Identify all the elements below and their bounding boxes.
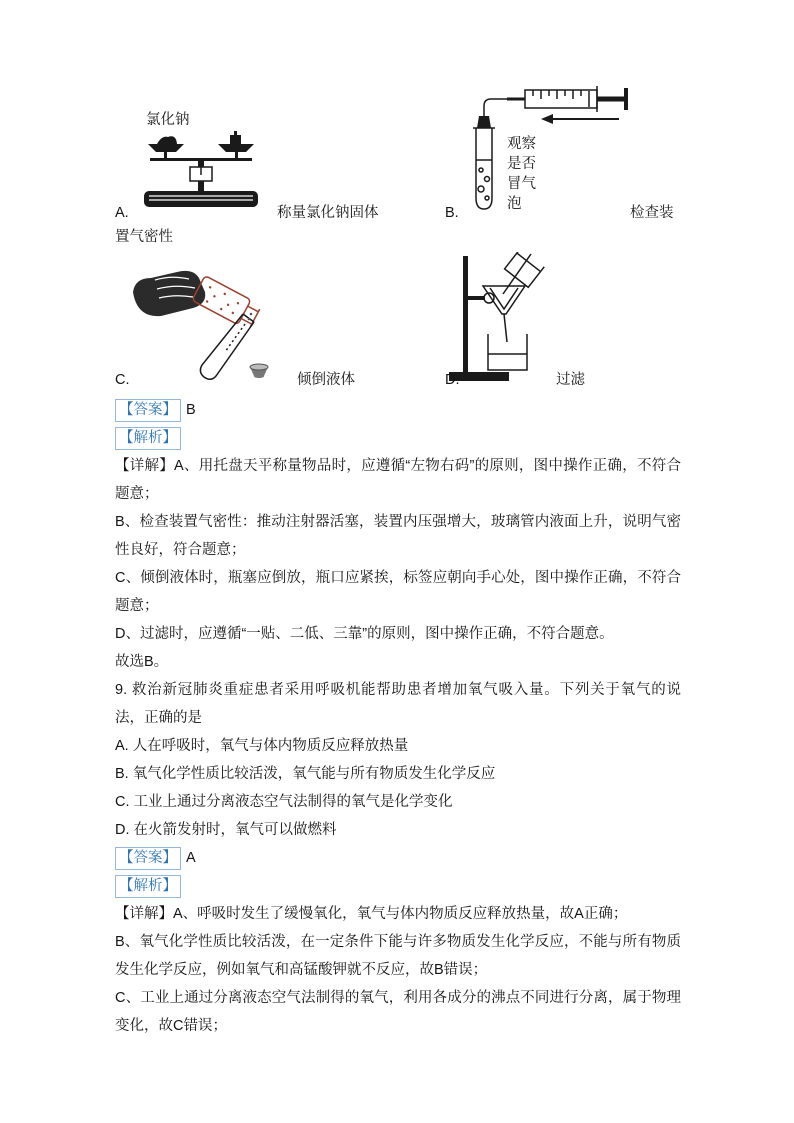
option-b-letter: B. bbox=[445, 205, 459, 221]
q9-answer-value: A bbox=[186, 850, 196, 866]
q8-answer-tag: 【答案】 bbox=[115, 399, 181, 422]
q8-conclusion: 故选B。 bbox=[115, 654, 169, 670]
q9-stem: 9. 救治新冠肺炎重症患者采用呼吸机能帮助患者增加氧气吸入量。下列关于氧气的说法，正确的是 bbox=[115, 682, 681, 726]
q9-detail-paragraph-c: C、工业上通过分离液态空气法制得的氧气，利用各成分的沸点不同进行分离，属于物理变化，故C错误； bbox=[115, 990, 681, 1034]
q9-option-d: D. 在火箭发射时，氧气可以做燃料 bbox=[115, 822, 337, 838]
q8-detail-paragraph-b: B、检查装置气密性：推动注射器活塞，装置内压强增大，玻璃管内液面上升，说明气密性良好，符合题意； bbox=[115, 514, 681, 558]
q9-detail-paragraph-b: B、氧气化学性质比较活泼，在一定条件下能与许多物质发生化学反应，不能与所有物质发生化学反应，例如氧气和高锰酸钾就不反应，故B错误； bbox=[115, 934, 681, 978]
q8-answer-value: B bbox=[186, 402, 196, 418]
q9-option-b: B. 氧气化学性质比较活泼，氧气能与所有物质发生化学反应 bbox=[115, 766, 496, 782]
q9-answer-line bbox=[115, 844, 681, 872]
stopper-icon bbox=[247, 362, 271, 379]
answer-explanation-body bbox=[115, 396, 681, 1040]
syringe-test-tube-icon bbox=[453, 86, 635, 224]
option-b-caption-part1: 检查装 bbox=[630, 205, 674, 221]
balance-scale-icon bbox=[136, 127, 266, 211]
q8-detail-paragraph-a: 【详解】A、用托盘天平称量物品时，应遵循“左物右码”的原则，图中操作正确，不符合题意； bbox=[115, 458, 681, 502]
option-a-caption: 称量氯化钠固体 bbox=[277, 205, 379, 221]
balance-sample-label: 氯化钠 bbox=[146, 112, 190, 128]
arrow-left-icon bbox=[541, 114, 553, 124]
q9-analysis-line bbox=[115, 872, 681, 900]
q9-detail-paragraph-a: 【详解】A、呼吸时发生了缓慢氧化，氧气与体内物质反应释放热量，故A正确； bbox=[115, 906, 628, 922]
filtration-figure bbox=[447, 252, 551, 382]
option-d-letter: D. bbox=[445, 372, 460, 388]
filtration-setup-icon bbox=[447, 252, 551, 382]
balance-figure bbox=[136, 127, 266, 211]
q9-answer-tag: 【答案】 bbox=[115, 847, 181, 870]
q8-analysis-tag: 【解析】 bbox=[115, 427, 181, 450]
option-d-caption: 过滤 bbox=[556, 372, 585, 388]
option-a-letter: A. bbox=[115, 205, 129, 221]
q8-detail-paragraph-d: D、过滤时，应遵循“一贴、二低、三靠”的原则，图中操作正确，不符合题意。 bbox=[115, 626, 614, 642]
bubble-observation-note: 观察是否冒气泡 bbox=[507, 136, 536, 212]
option-b-caption-part2: 置气密性 bbox=[115, 229, 173, 245]
option-c-caption: 倾倒液体 bbox=[297, 372, 355, 388]
q8-analysis-line bbox=[115, 424, 681, 452]
option-c-letter: C. bbox=[115, 372, 130, 388]
q9-option-a: A. 人在呼吸时，氧气与体内物质反应释放热量 bbox=[115, 738, 409, 754]
airtightness-figure bbox=[453, 86, 635, 224]
q8-answer-line bbox=[115, 396, 681, 424]
q9-analysis-tag: 【解析】 bbox=[115, 875, 181, 898]
q9-option-c: C. 工业上通过分离液态空气法制得的氧气是化学变化 bbox=[115, 794, 453, 810]
q8-detail-paragraph-c: C、倾倒液体时，瓶塞应倒放，瓶口应紧挨，标签应朝向手心处，图中操作正确，不符合题意； bbox=[115, 570, 681, 614]
